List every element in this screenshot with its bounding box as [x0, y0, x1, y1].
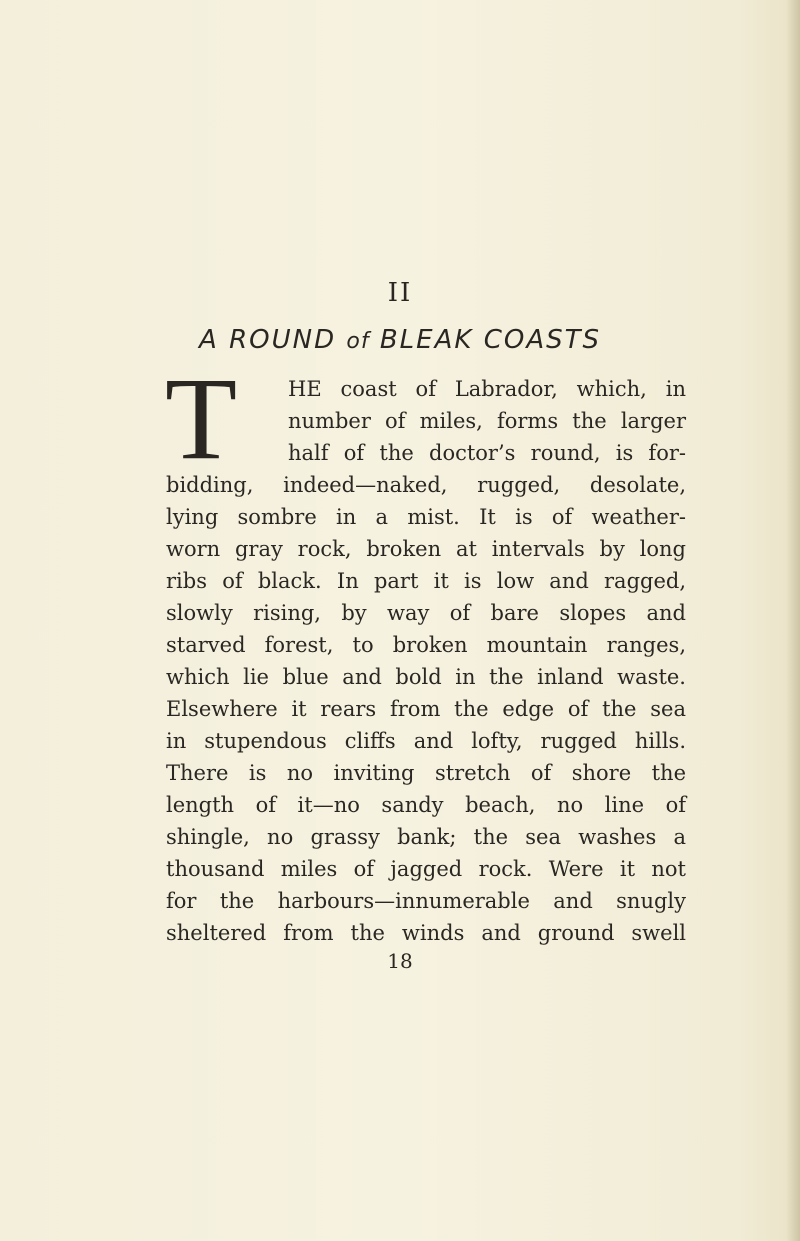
- body-line: bidding, indeed—naked, rugged, desolate,: [166, 473, 686, 497]
- body-line: lying sombre in a mist. It is of weather-: [166, 505, 686, 529]
- chapter-title-word: A: [199, 325, 219, 355]
- body-line: Elsewhere it rears from the edge of the sea: [166, 697, 686, 721]
- body-line: which lie blue and bold in the inland waste.: [166, 665, 686, 689]
- chapter-title-word: of: [346, 329, 370, 354]
- body-line: slowly rising, by way of bare slopes and: [166, 601, 686, 625]
- body-line: thousand miles of jagged rock. Were it not: [166, 857, 686, 881]
- body-line: sheltered from the winds and ground swell: [166, 921, 686, 945]
- body-line: starved forest, to broken mountain ranges,: [166, 633, 686, 657]
- body-line: worn gray rock, broken at intervals by long: [166, 537, 686, 561]
- page-edge-shadow: [786, 0, 800, 1241]
- body-line: number of miles, forms the larger: [288, 409, 686, 433]
- body-line: half of the doctor’s round, is for-: [288, 441, 686, 465]
- body-line: ribs of black. In part it is low and ragged,: [166, 569, 686, 593]
- drop-cap: T: [165, 353, 238, 484]
- chapter-title-word: COASTS: [483, 325, 601, 355]
- body-line: for the harbours—innumerable and snugly: [166, 889, 686, 913]
- chapter-title-word: ROUND: [229, 325, 337, 355]
- chapter-title: [0, 323, 800, 359]
- page-number: 18: [387, 949, 413, 973]
- body-line: HE coast of Labrador, which, in: [288, 377, 686, 401]
- chapter-title-word: BLEAK: [379, 325, 474, 355]
- body-line: length of it—no sandy beach, no line of: [166, 793, 686, 817]
- chapter-number: II: [387, 278, 413, 308]
- body-line: There is no inviting stretch of shore the: [166, 761, 686, 785]
- body-line: in stupendous cliffs and lofty, rugged hills.: [166, 729, 686, 753]
- body-line: shingle, no grassy bank; the sea washes a: [166, 825, 686, 849]
